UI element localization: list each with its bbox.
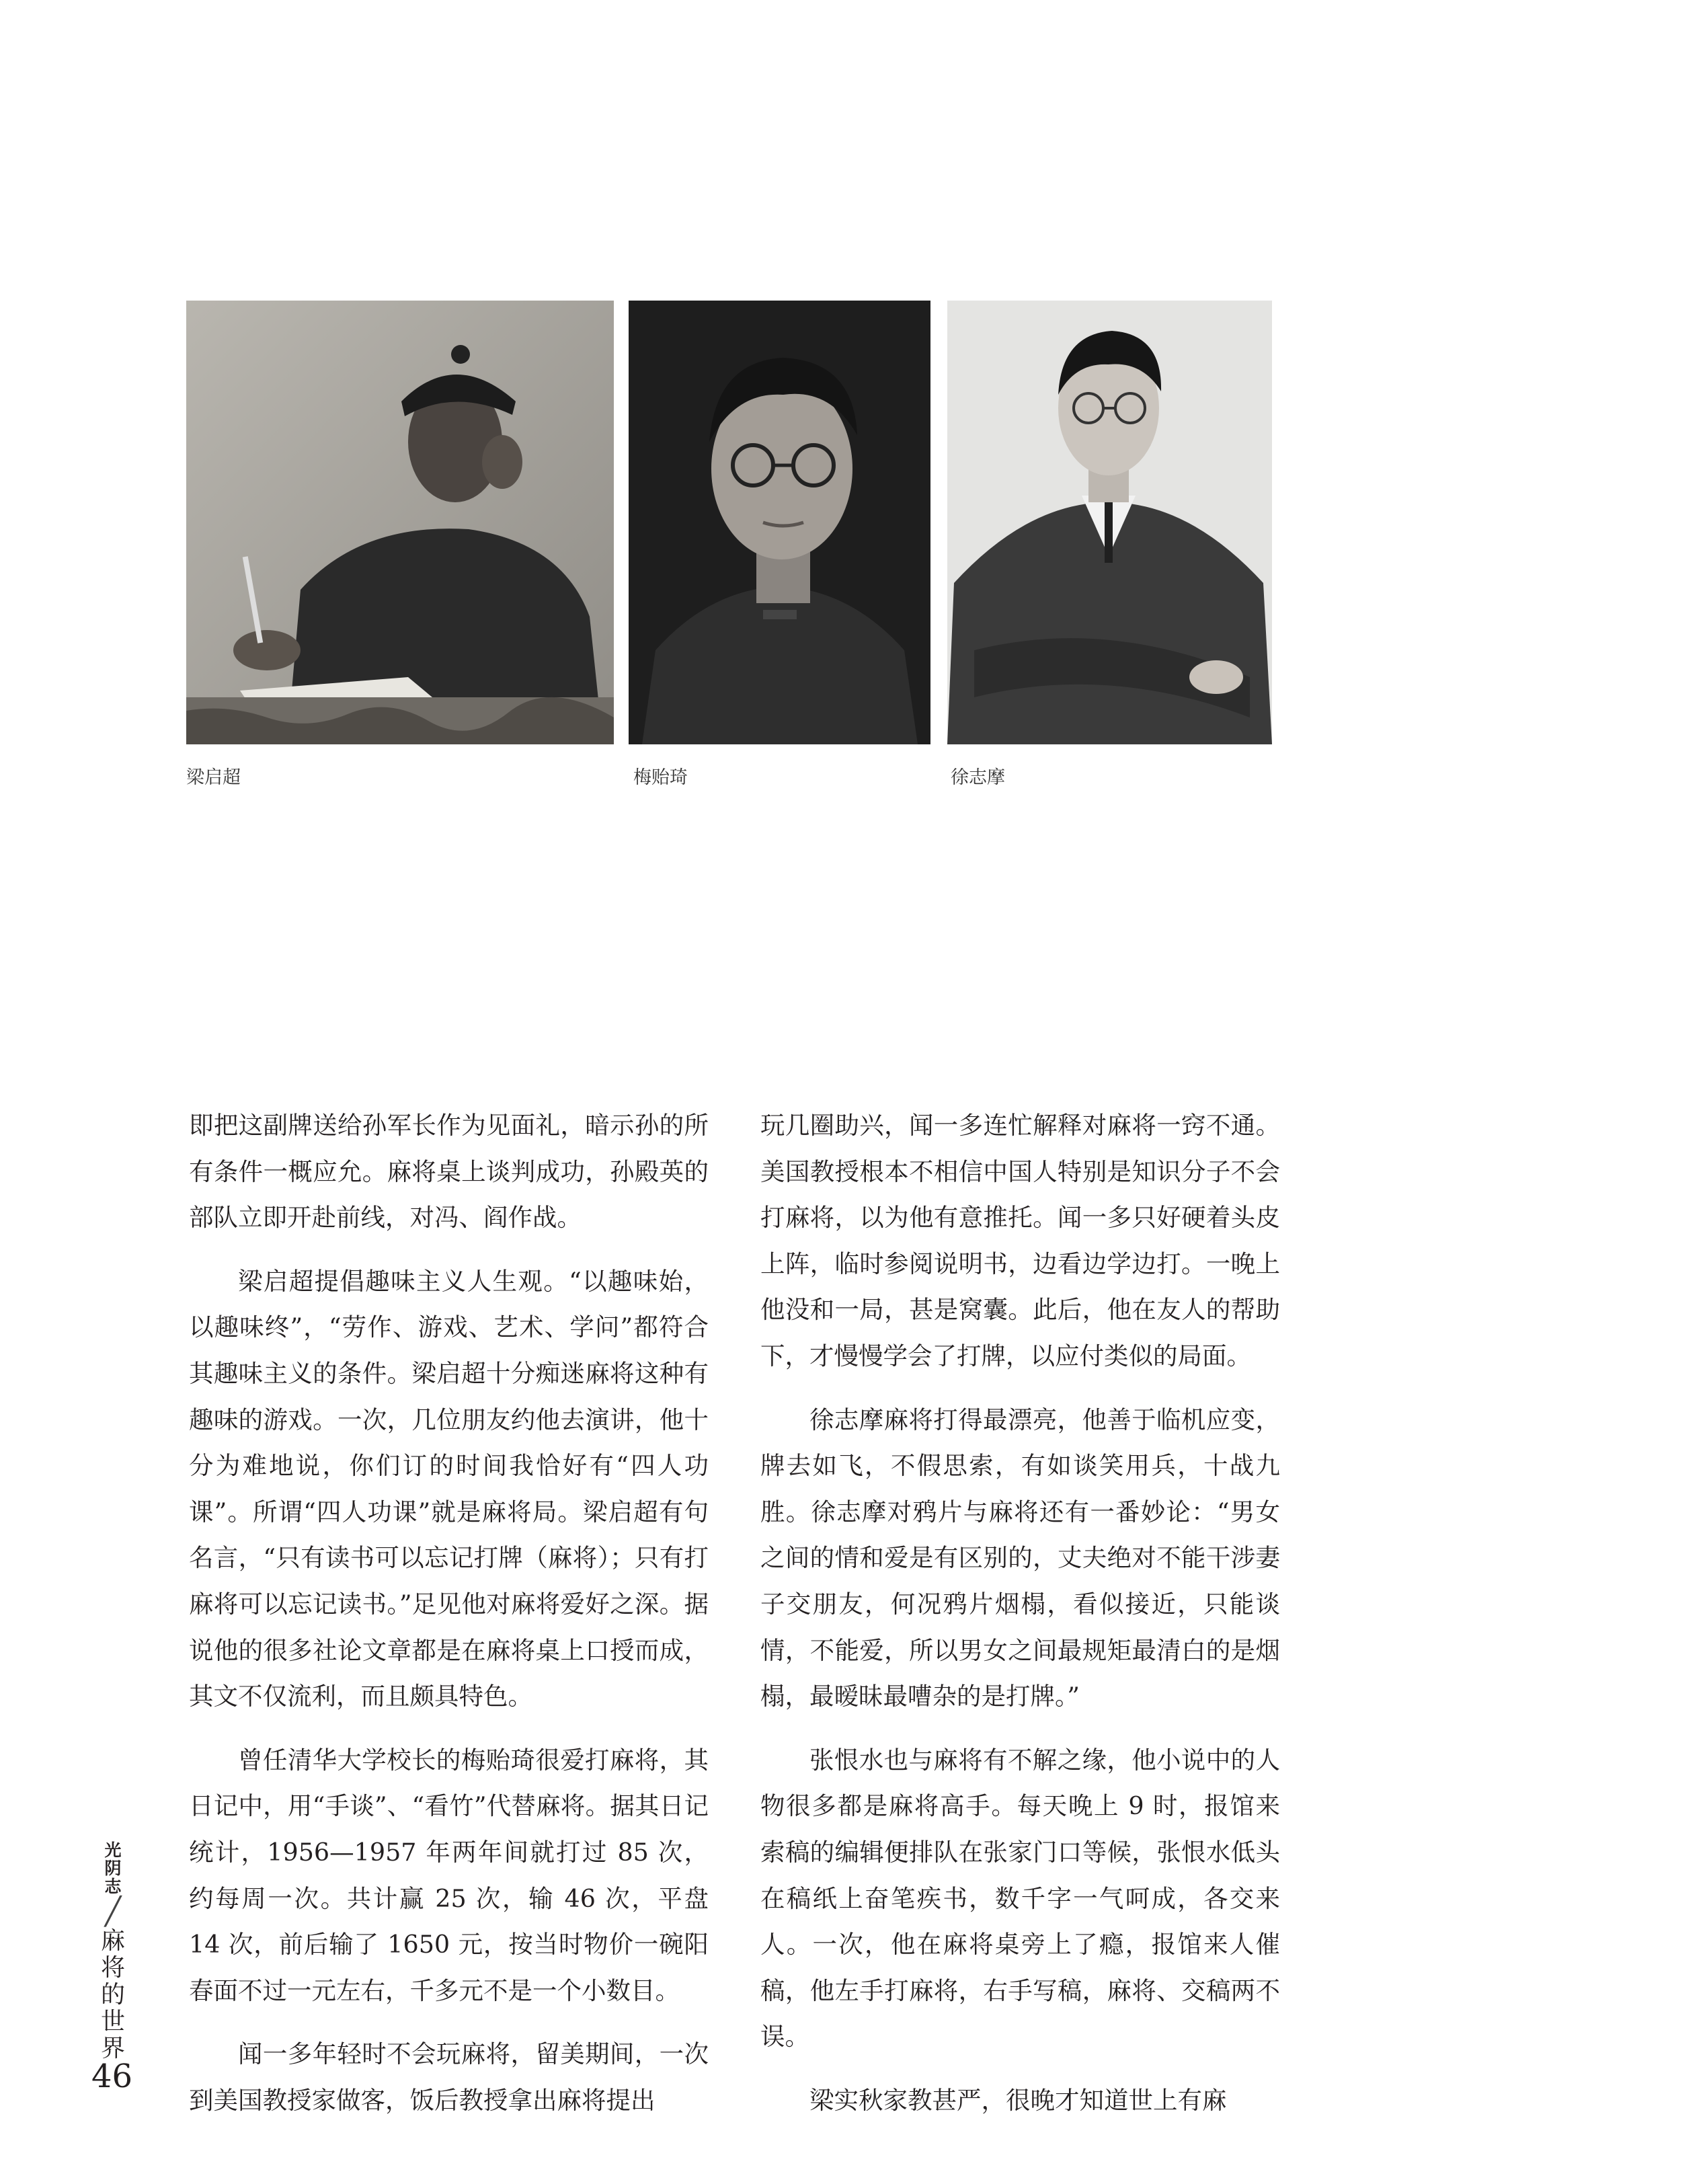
running-sidebar bbox=[93, 1841, 133, 2062]
paragraph: 梁启超提倡趣味主义人生观。“以趣味始，以趣味终”，“劳作、游戏、艺术、学问”都符合其趣味主义的条件。梁启超十分痴迷麻将这种有趣味的游戏。一次，几位朋友约他去演讲，他十分为难地说，你们订的时间我恰好有“四人功课”。所谓“四人功课”就是麻将局。梁启超有句名言，“只有读书可以忘记打牌（麻将）；只有打麻将可以忘记读书。”足见他对麻将爱好之深。据说他的很多社论文章都是在麻将桌上口授而成，其文不仅流利，而且颇具特色。 bbox=[189, 1266, 709, 1711]
paragraph: 闻一多年轻时不会玩麻将，留美期间，一次到美国教授家做客，饭后教授拿出麻将提出 bbox=[189, 2039, 709, 2115]
paragraph: 玩几圈助兴，闻一多连忙解释对麻将一窍不通。美国教授根本不相信中国人特别是知识分子不会打麻将，以为他有意推托。闻一多只好硬着头皮上阵，临时参阅说明书，边看边学边打。一晚上他没和一局，甚是窝囊。此后，他在友人的帮助下，才慢慢学会了打牌，以应付类似的局面。 bbox=[760, 1111, 1280, 1370]
paragraph: 徐志摩麻将打得最漂亮，他善于临机应变，牌去如飞，不假思索，有如谈笑用兵，十战九胜。徐志摩对鸦片与麻将还有一番妙论：“男女之间的情和爱是有区别的，丈夫绝对不能干涉妻子交朋友，何况鸦片烟榻，看似接近，只能谈情，不能爱，所以男女之间最规矩最清白的是烟榻，最暧昧最嘈杂的是打牌。” bbox=[760, 1405, 1280, 1711]
page-number: 46 bbox=[91, 2058, 133, 2095]
magazine-name: 光阴志 bbox=[104, 1840, 122, 1896]
photo-caption: 梅贻琦 bbox=[633, 767, 688, 788]
paragraph: 曾任清华大学校长的梅贻琦很爱打麻将，其日记中，用“手谈”、“看竹”代替麻将。据其日记统计，1956—1957 年两年间就打过 85 次，约每周一次。共计赢 25 次，输 46 次，平盘 14 次，前后输了 1650 元，按当时物价一碗阳春面不过一元左右，千多元不是一个小数目。 bbox=[189, 1745, 709, 2005]
article-column-left bbox=[189, 1103, 709, 2141]
photo-mei-yiqi bbox=[629, 301, 930, 744]
portrait-image bbox=[186, 301, 614, 744]
paragraph: 梁实秋家教甚严，很晚才知道世上有麻 bbox=[809, 2085, 1227, 2115]
photo-caption: 梁启超 bbox=[186, 767, 241, 788]
separator: ╱ bbox=[104, 1896, 122, 1927]
paragraph: 张恨水也与麻将有不解之缘，他小说中的人物很多都是麻将高手。每天晚上 9 时，报馆来索稿的编辑便排队在张家门口等候，张恨水低头在稿纸上奋笔疾书，数千字一气呵成，各交来人。一次，他在麻将桌旁上了瘾，报馆来人催稿，他左手打麻将，右手写稿，麻将、交稿两不误。 bbox=[760, 1745, 1280, 2052]
portrait-image bbox=[629, 301, 930, 744]
photo-xu-zhimo bbox=[947, 301, 1272, 744]
section-name: 麻将的世界 bbox=[100, 1927, 125, 2062]
portrait-image bbox=[947, 301, 1272, 744]
photo-caption: 徐志摩 bbox=[951, 767, 1005, 788]
article-column-right bbox=[760, 1103, 1280, 2141]
photo-liang-qichao bbox=[186, 301, 614, 744]
paragraph: 即把这副牌送给孙军长作为见面礼，暗示孙的所有条件一概应允。麻将桌上谈判成功，孙殿英的部队立即开赴前线，对冯、阎作战。 bbox=[189, 1111, 709, 1233]
